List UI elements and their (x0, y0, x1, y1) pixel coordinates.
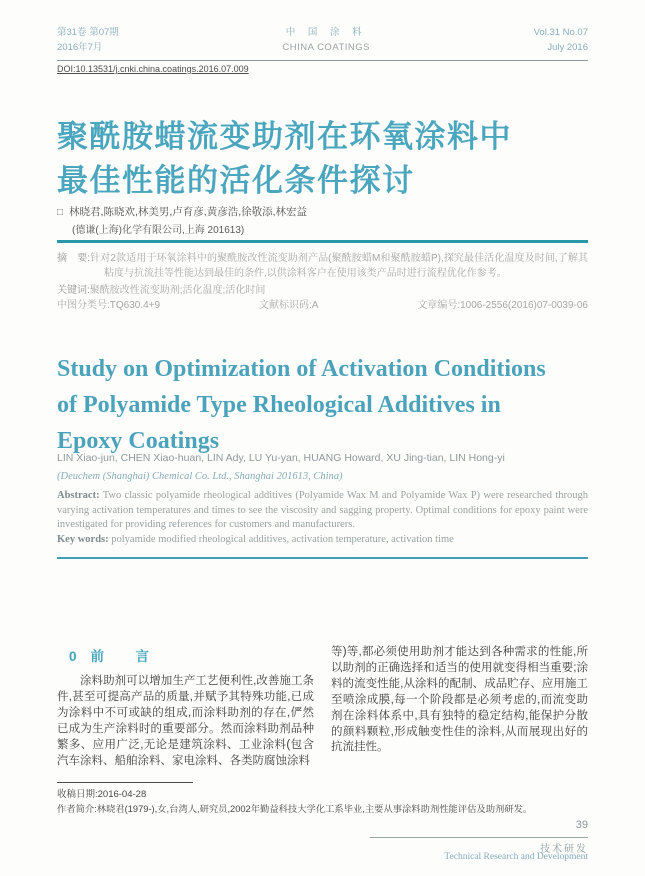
date-en: July 2016 (547, 42, 588, 53)
keywords-cn-label: 关键词: (57, 285, 90, 296)
section-heading (69, 645, 314, 665)
volume-issue-en: Vol.31 No.07 (533, 27, 588, 38)
section-title: 前 言 (90, 649, 159, 664)
affiliation-en: (Deuchem (Shanghai) Chemical Co. Ltd., Shanghai 201613, China) (57, 471, 343, 482)
classification-row (57, 296, 588, 311)
body-column-left (57, 645, 314, 769)
abstract-cn-text: 针对2款适用于环氧涂料中的聚酰胺改性流变助剂产品(聚酰胺蜡M和聚酰胺蜡P),探究最佳活化温度及时间,了解其粘度与抗流挂等性能达到最佳的条件,以供涂料客户在使用该类产品时进行流程优化作参考。 (90, 253, 589, 279)
keywords-cn-text: 聚酰胺改性流变助剂;活化温度;活化时间 (89, 285, 266, 296)
author-marker-icon: □ (57, 207, 64, 218)
title-en-line3: Epoxy Coatings (57, 428, 220, 454)
body-columns (57, 645, 588, 769)
footer-column-en: Technical Research and Development (444, 852, 588, 862)
article-title-cn (57, 115, 588, 203)
abstract-en-text: Two classic polyamide rheological additives (Polyamide Wax M and Polyamide Wax P) were researched through varying activation temperatures and times to see the viscosity and sagging property. Optimal conditions for epoxy paint were investigated for providing references for customers and manufacturers. (57, 490, 588, 530)
authors-cn-text: 林晓君,陈晓欢,林美男,卢育彦,黄彦浩,徐敬添,林宏益 (69, 206, 308, 218)
keywords-cn (57, 281, 588, 296)
accent-divider-top (57, 240, 588, 243)
title-en-line1: Study on Optimization of Activation Conditions (57, 356, 546, 382)
authors-cn (57, 204, 588, 219)
journal-issue-info (57, 25, 119, 55)
accent-divider-bottom (57, 557, 588, 559)
footnote-divider (57, 782, 193, 783)
author-bio: 作者简介:林晓君(1979-),女,台湾人,研究员,2002年勤益科技大学化工系毕业,主要从事涂料助剂性能评估及助剂研发。 (57, 804, 533, 814)
journal-header (57, 25, 588, 55)
abstract-cn-label: 摘 要: (57, 253, 91, 264)
footer-column-cn: 技术研发 (540, 844, 588, 855)
affiliation-cn: (德谦(上海)化学有限公司,上海 201613) (72, 225, 245, 236)
journal-name (282, 25, 370, 55)
doi-text: DOI:10.13531/j.cnki.china.coatings.2016.07.009 (57, 64, 249, 74)
keywords-en-text: polyamide modified rheological additives, activation temperature, activation time (111, 534, 454, 545)
title-cn-line1: 聚酰胺蜡流变助剂在环氧涂料中 (57, 119, 512, 154)
body-paragraph-left: 涂料助剂可以增加生产工艺便利性,改善施工条件,甚至可提高产品的质量,并赋予其特殊功能,已成为涂料中不可或缺的组成,而涂料助剂的存在,俨然已成为生产涂料时的重要部分。然而涂料助剂品种繁多、应用广泛,无论是建筑涂料、工业涂料(包含汽车涂料、船舶涂料、家电涂料、各类防腐蚀涂料 (57, 675, 314, 767)
section-number: 0 (69, 649, 77, 664)
abstract-cn (57, 251, 588, 281)
body-column-right (331, 645, 588, 769)
doi-line (57, 64, 588, 74)
received-date: 收稿日期:2016-04-28 (57, 789, 147, 800)
title-en-line2: of Polyamide Type Rheological Additives in (57, 392, 501, 418)
journal-name-cn: 中 国 涂 料 (285, 27, 367, 38)
page-number: 39 (575, 819, 588, 831)
footer-divider (370, 837, 588, 838)
article-id: 文章编号:1006-2556(2016)07-0039-06 (417, 300, 588, 311)
title-cn-line2: 最佳性能的活化条件探讨 (57, 163, 415, 198)
keywords-en (57, 533, 588, 548)
journal-name-en: CHINA COATINGS (282, 42, 370, 53)
document-code: 文献标识码:A (258, 300, 319, 311)
authors-en: LIN Xiao-jun, CHEN Xiao-huan, LIN Ady, LU Yu-yan, HUANG Howard, XU Jing-tian, LIN Hong-yi (57, 452, 505, 464)
journal-issue-info-en (534, 25, 588, 55)
clc-number: 中图分类号:TQ630.4+9 (57, 300, 161, 311)
abstract-en (57, 489, 588, 533)
keywords-en-label: Key words: (57, 534, 109, 545)
article-title-en (57, 351, 588, 459)
volume-issue-cn: 第31卷 第07期 (57, 27, 119, 38)
header-divider (57, 60, 588, 61)
abstract-en-label: Abstract: (57, 490, 100, 501)
body-paragraph-right: 等)等,都必须使用助剂才能达到各种需求的性能,所以助剂的正确选择和适当的使用就变得相当重要;涂料的流变性能,从涂料的配制、成品贮存、应用施工至喷涂成膜,每一个阶段都是必须考虑的,而流变助剂在涂料体系中,具有独特的稳定结构,能保护分散的颜料颗粒,形成触变性佳的涂料,从而展现出好的抗流挂性。 (331, 646, 588, 754)
date-cn: 2016年7月 (57, 42, 103, 53)
